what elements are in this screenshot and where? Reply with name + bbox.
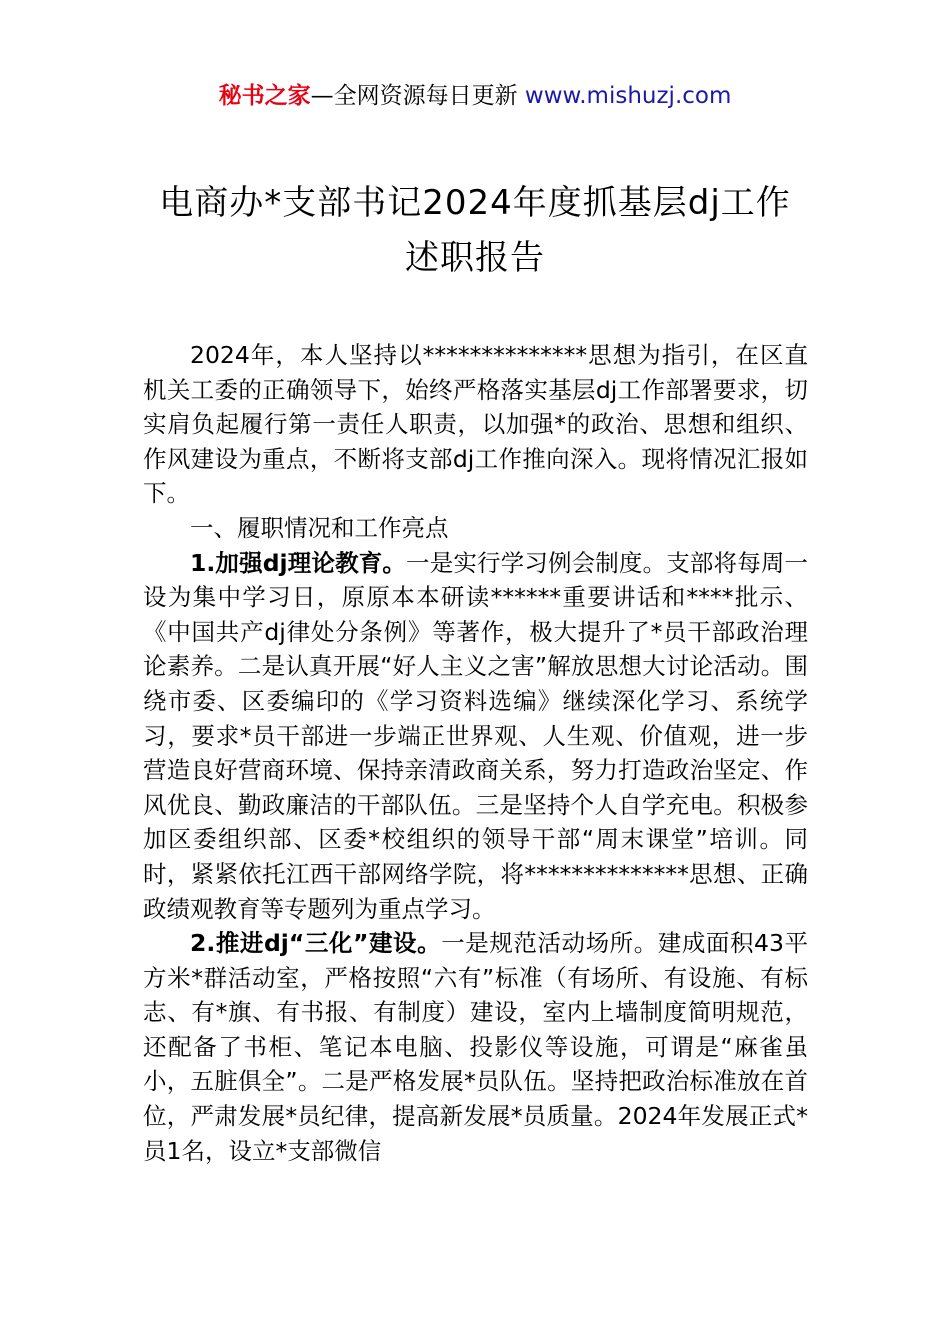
document-title [0,176,950,286]
item-2-heading: 2.推进dj“三化”建设。 [190,929,442,958]
title-line-2: 述职报告 [405,238,545,278]
item-1-heading: 1.加强dj理论教育。 [190,548,407,577]
document-body [143,338,808,1168]
title-line-1: 电商办*支部书记2024年度抓基层dj工作 [159,183,791,223]
item-2-body: 一是规范活动场所。建成面积43平方米*群活动室，严格按照“六有”标准（有场所、有设施、有标志、有*旗、有书报、有制度）建设，室内上墙制度简明规范，还配备了书柜、笔记本电脑、投影仪等设施，可谓是“麻雀虽小，五脏俱全”。二是严格发展*员队伍。坚持把政治标准放在首位，严肃发展*员纪律，提高新发展*员质量。2024年发展正式*员1名，设立*支部微信 [143,929,809,1165]
site-header [0,80,950,112]
item-1-body: 一是实行学习例会制度。支部将每周一设为集中学习日，原原本本研读******重要讲话和****批示、《中国共产dj律处分条例》等著作，极大提升了*员干部政治理论素养。二是认真开展“好人主义之害”解放思想大讨论活动。围绕市委、区委编印的《学习资料选编》继续深化学习、系统学习，要求*员干部进一步端正世界观、人生观、价值观，进一步营造良好营商环境、保持亲清政商关系，努力打造政治坚定、作风优良、勤政廉洁的干部队伍。三是坚持个人自学充电。积极参加区委组织部、区委*校组织的领导干部“周末课堂”培训。同时，紧紧依托江西干部网络学院，将**************思想、正确政绩观教育等专题列为重点学习。 [143,548,809,923]
site-brand: 秘书之家 [218,83,311,109]
site-slogan: —全网资源每日更新 [310,83,518,109]
site-url-link[interactable]: www.mishuzj.com [524,83,732,109]
section-heading: 一、履职情况和工作亮点 [190,513,449,542]
item-1-paragraph [143,546,808,927]
item-2-paragraph [143,926,808,1168]
intro-paragraph: 2024年，本人坚持以**************思想为指引，在区直机关工委的正确领导下，始终严格落实基层dj工作部署要求，切实肩负起履行第一责任人职责，以加强*的政治、思想和组织、作风建设为重点，不断将支部dj工作推向深入。现将情况汇报如下。 [143,341,808,508]
